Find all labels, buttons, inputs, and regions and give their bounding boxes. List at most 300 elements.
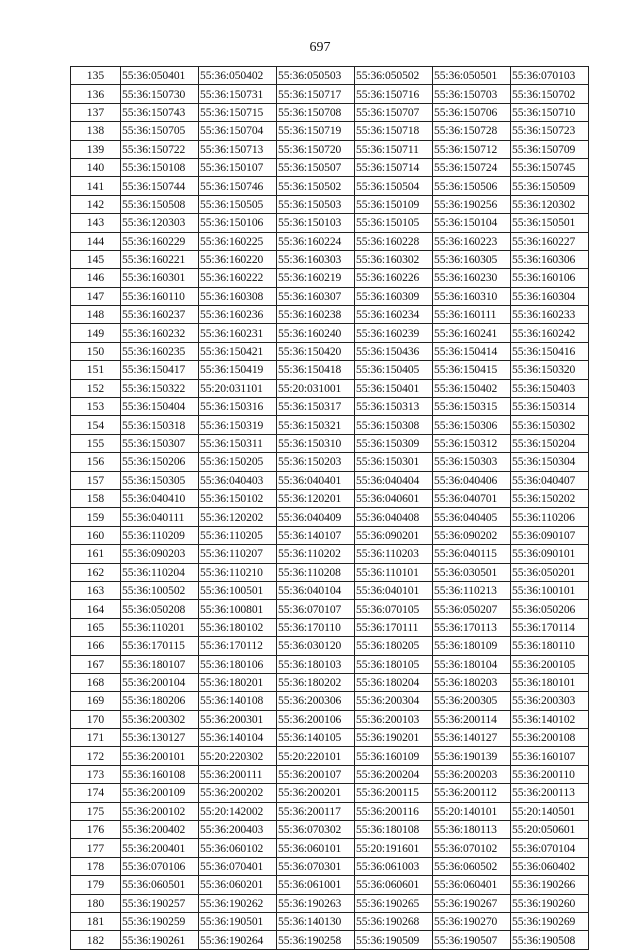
cadastral-number-cell: 55:36:070102	[433, 839, 511, 857]
cadastral-number-cell: 55:36:150724	[433, 158, 511, 176]
cadastral-number-cell: 55:36:160304	[511, 287, 589, 305]
table-row	[71, 471, 589, 489]
cadastral-number-cell: 55:36:150104	[433, 214, 511, 232]
cadastral-number-cell: 55:36:190268	[355, 912, 433, 930]
table-row	[71, 103, 589, 121]
cadastral-number-cell: 55:36:150722	[121, 140, 199, 158]
cadastral-number-cell: 55:20:031101	[199, 379, 277, 397]
cadastral-number-cell: 55:36:150416	[511, 342, 589, 360]
table-row	[71, 398, 589, 416]
cadastral-number-cell: 55:36:040601	[355, 489, 433, 507]
cadastral-number-cell: 55:36:150202	[511, 489, 589, 507]
row-number-cell: 142	[71, 195, 121, 213]
cadastral-number-cell: 55:36:150405	[355, 361, 433, 379]
cadastral-number-cell: 55:36:150418	[277, 361, 355, 379]
cadastral-number-cell: 55:36:150419	[199, 361, 277, 379]
cadastral-number-cell: 55:36:160231	[199, 324, 277, 342]
cadastral-number-cell: 55:36:150718	[355, 122, 433, 140]
cadastral-number-cell: 55:36:190263	[277, 894, 355, 912]
cadastral-number-cell: 55:36:060101	[277, 839, 355, 857]
cadastral-number-cell: 55:36:150503	[277, 195, 355, 213]
cadastral-number-cell: 55:36:190507	[433, 931, 511, 949]
cadastral-number-cell: 55:36:150706	[433, 103, 511, 121]
cadastral-number-cell: 55:36:160110	[121, 287, 199, 305]
table-row	[71, 729, 589, 747]
cadastral-number-cell: 55:36:150502	[277, 177, 355, 195]
cadastral-number-cell: 55:36:150313	[355, 398, 433, 416]
cadastral-number-cell: 55:36:070301	[277, 857, 355, 875]
cadastral-number-cell: 55:36:050503	[277, 67, 355, 85]
cadastral-number-cell: 55:36:160222	[199, 269, 277, 287]
cadastral-number-cell: 55:36:160111	[433, 306, 511, 324]
table-row	[71, 637, 589, 655]
cadastral-number-cell: 55:36:180206	[121, 692, 199, 710]
cadastral-number-cell: 55:36:150720	[277, 140, 355, 158]
cadastral-number-cell: 55:36:150507	[277, 158, 355, 176]
row-number-cell: 141	[71, 177, 121, 195]
cadastral-number-cell: 55:36:170110	[277, 618, 355, 636]
cadastral-number-cell: 55:36:150401	[355, 379, 433, 397]
cadastral-number-cell: 55:36:150717	[277, 85, 355, 103]
cadastral-number-cell: 55:36:150708	[277, 103, 355, 121]
cadastral-number-cell: 55:36:150421	[199, 342, 277, 360]
cadastral-number-cell: 55:36:100502	[121, 581, 199, 599]
cadastral-number-cell: 55:36:150723	[511, 122, 589, 140]
cadastral-number-cell: 55:36:070106	[121, 857, 199, 875]
cadastral-number-cell: 55:36:170114	[511, 618, 589, 636]
table-row	[71, 673, 589, 691]
cadastral-number-cell: 55:36:110206	[511, 508, 589, 526]
cadastral-number-cell: 55:36:060102	[199, 839, 277, 857]
cadastral-number-cell: 55:36:150730	[121, 85, 199, 103]
cadastral-number-cell: 55:36:150714	[355, 158, 433, 176]
cadastral-number-cell: 55:36:170112	[199, 637, 277, 655]
cadastral-number-cell: 55:36:200204	[355, 765, 433, 783]
cadastral-number-cell: 55:36:190258	[277, 931, 355, 949]
row-number-cell: 149	[71, 324, 121, 342]
cadastral-number-cell: 55:36:160107	[511, 747, 589, 765]
cadastral-number-cell: 55:36:150506	[433, 177, 511, 195]
cadastral-number-cell: 55:36:150716	[355, 85, 433, 103]
cadastral-number-cell: 55:36:190259	[121, 912, 199, 930]
cadastral-number-cell: 55:36:150501	[511, 214, 589, 232]
cadastral-number-cell: 55:36:110210	[199, 563, 277, 581]
table-row	[71, 581, 589, 599]
table-row	[71, 361, 589, 379]
row-number-cell: 138	[71, 122, 121, 140]
cadastral-number-cell: 55:36:170115	[121, 637, 199, 655]
cadastral-number-cell: 55:36:040401	[277, 471, 355, 489]
cadastral-number-cell: 55:36:180106	[199, 655, 277, 673]
cadastral-number-cell: 55:36:160306	[511, 250, 589, 268]
cadastral-number-cell: 55:36:090101	[511, 545, 589, 563]
row-number-cell: 177	[71, 839, 121, 857]
cadastral-number-cell: 55:36:110202	[277, 545, 355, 563]
cadastral-number-cell: 55:36:180204	[355, 673, 433, 691]
cadastral-number-cell: 55:36:040111	[121, 508, 199, 526]
cadastral-number-cell: 55:36:110201	[121, 618, 199, 636]
row-number-cell: 155	[71, 434, 121, 452]
row-number-cell: 181	[71, 912, 121, 930]
row-number-cell: 153	[71, 398, 121, 416]
cadastral-number-cell: 55:36:200305	[433, 692, 511, 710]
cadastral-number-cell: 55:36:200112	[433, 784, 511, 802]
cadastral-number-cell: 55:36:160227	[511, 232, 589, 250]
cadastral-number-cell: 55:36:150317	[277, 398, 355, 416]
cadastral-number-cell: 55:36:150321	[277, 416, 355, 434]
cadastral-number-cell: 55:36:150305	[121, 471, 199, 489]
cadastral-number-cell: 55:36:160308	[199, 287, 277, 305]
table-row	[71, 489, 589, 507]
cadastral-number-cell: 55:36:050201	[511, 563, 589, 581]
cadastral-number-cell: 55:36:110213	[433, 581, 511, 599]
row-number-cell: 156	[71, 453, 121, 471]
cadastral-number-cell: 55:36:180108	[355, 821, 433, 839]
cadastral-number-cell: 55:36:200109	[121, 784, 199, 802]
cadastral-number-cell: 55:36:160109	[355, 747, 433, 765]
cadastral-number-cell: 55:36:110208	[277, 563, 355, 581]
cadastral-number-cell: 55:36:150315	[433, 398, 511, 416]
row-number-cell: 158	[71, 489, 121, 507]
row-number-cell: 164	[71, 600, 121, 618]
cadastral-number-cell: 55:36:150308	[355, 416, 433, 434]
cadastral-number-cell: 55:36:160232	[121, 324, 199, 342]
cadastral-number-cell: 55:36:050206	[511, 600, 589, 618]
cadastral-number-cell: 55:36:150744	[121, 177, 199, 195]
row-number-cell: 171	[71, 729, 121, 747]
row-number-cell: 143	[71, 214, 121, 232]
row-number-cell: 170	[71, 710, 121, 728]
cadastral-number-cell: 55:36:061003	[355, 857, 433, 875]
cadastral-number-cell: 55:36:150312	[433, 434, 511, 452]
cadastral-number-cell: 55:36:190266	[511, 876, 589, 894]
cadastral-number-cell: 55:36:140105	[277, 729, 355, 747]
cadastral-number-cell: 55:36:110205	[199, 526, 277, 544]
cadastral-number-cell: 55:36:190264	[199, 931, 277, 949]
cadastral-number-cell: 55:36:040115	[433, 545, 511, 563]
cadastral-number-cell: 55:36:150746	[199, 177, 277, 195]
cadastral-number-cell: 55:36:200403	[199, 821, 277, 839]
cadastral-number-cell: 55:36:150106	[199, 214, 277, 232]
cadastral-number-cell: 55:36:180203	[433, 673, 511, 691]
table-row	[71, 67, 589, 85]
cadastral-number-cell: 55:36:100101	[511, 581, 589, 599]
row-number-cell: 140	[71, 158, 121, 176]
cadastral-number-cell: 55:36:040410	[121, 489, 199, 507]
row-number-cell: 146	[71, 269, 121, 287]
table-row	[71, 269, 589, 287]
cadastral-number-cell: 55:36:090107	[511, 526, 589, 544]
row-number-cell: 169	[71, 692, 121, 710]
cadastral-number-cell: 55:36:150322	[121, 379, 199, 397]
cadastral-number-cell: 55:36:110209	[121, 526, 199, 544]
cadastral-number-cell: 55:36:050502	[355, 67, 433, 85]
cadastral-number-cell: 55:36:150713	[199, 140, 277, 158]
cadastral-number-cell: 55:36:190257	[121, 894, 199, 912]
cadastral-number-cell: 55:36:150711	[355, 140, 433, 158]
cadastral-number-cell: 55:36:180202	[277, 673, 355, 691]
cadastral-number-cell: 55:36:160309	[355, 287, 433, 305]
row-number-cell: 135	[71, 67, 121, 85]
row-number-cell: 137	[71, 103, 121, 121]
cadastral-number-cell: 55:36:160230	[433, 269, 511, 287]
cadastral-number-cell: 55:36:200101	[121, 747, 199, 765]
cadastral-number-cell: 55:36:100501	[199, 581, 277, 599]
row-number-cell: 168	[71, 673, 121, 691]
cadastral-number-cell: 55:36:180109	[433, 637, 511, 655]
cadastral-number-cell: 55:36:150109	[355, 195, 433, 213]
table-row	[71, 765, 589, 783]
cadastral-number-cell: 55:36:200117	[277, 802, 355, 820]
cadastral-number-cell: 55:36:200303	[511, 692, 589, 710]
cadastral-number-cell: 55:36:150731	[199, 85, 277, 103]
table-row	[71, 122, 589, 140]
cadastral-number-cell: 55:36:200116	[355, 802, 433, 820]
cadastral-number-cell: 55:36:060601	[355, 876, 433, 894]
table-row	[71, 876, 589, 894]
cadastral-number-cell: 55:36:140108	[199, 692, 277, 710]
cadastral-number-cell: 55:36:160234	[355, 306, 433, 324]
cadastral-number-cell: 55:36:090202	[433, 526, 511, 544]
cadastral-number-cell: 55:36:160233	[511, 306, 589, 324]
cadastral-number-cell: 55:36:150316	[199, 398, 277, 416]
cadastral-number-cell: 55:36:190509	[355, 931, 433, 949]
cadastral-number-cell: 55:36:160229	[121, 232, 199, 250]
cadastral-number-cell: 55:36:040701	[433, 489, 511, 507]
row-number-cell: 162	[71, 563, 121, 581]
cadastral-number-cell: 55:36:150103	[277, 214, 355, 232]
cadastral-number-cell: 55:36:150205	[199, 453, 277, 471]
row-number-cell: 147	[71, 287, 121, 305]
cadastral-number-cell: 55:36:060402	[511, 857, 589, 875]
table-row	[71, 306, 589, 324]
cadastral-number-cell: 55:36:150303	[433, 453, 511, 471]
cadastral-number-cell: 55:36:190260	[511, 894, 589, 912]
row-number-cell: 139	[71, 140, 121, 158]
cadastral-number-cell: 55:36:140107	[277, 526, 355, 544]
cadastral-number-cell: 55:36:190269	[511, 912, 589, 930]
cadastral-number-cell: 55:36:190256	[433, 195, 511, 213]
cadastral-number-cell: 55:36:200102	[121, 802, 199, 820]
cadastral-number-cell: 55:36:070107	[277, 600, 355, 618]
cadastral-number-cell: 55:36:120201	[277, 489, 355, 507]
cadastral-number-cell: 55:36:160106	[511, 269, 589, 287]
cadastral-number-cell: 55:36:150707	[355, 103, 433, 121]
row-number-cell: 152	[71, 379, 121, 397]
cadastral-number-cell: 55:36:200401	[121, 839, 199, 857]
cadastral-number-cell: 55:36:150107	[199, 158, 277, 176]
cadastral-number-cell: 55:36:180113	[433, 821, 511, 839]
cadastral-number-cell: 55:36:180105	[355, 655, 433, 673]
cadastral-number-cell: 55:36:180103	[277, 655, 355, 673]
cadastral-number-cell: 55:36:160108	[121, 765, 199, 783]
table-row	[71, 250, 589, 268]
cadastral-number-cell: 55:36:150314	[511, 398, 589, 416]
cadastral-number-cell: 55:36:150306	[433, 416, 511, 434]
cadastral-number-cell: 55:36:160240	[277, 324, 355, 342]
cadastral-number-cell: 55:36:200203	[433, 765, 511, 783]
cadastral-number-cell: 55:36:160302	[355, 250, 433, 268]
table-row	[71, 232, 589, 250]
cadastral-number-cell: 55:36:150311	[199, 434, 277, 452]
cadastral-number-cell: 55:36:070104	[511, 839, 589, 857]
table-row	[71, 802, 589, 820]
row-number-cell: 173	[71, 765, 121, 783]
row-number-cell: 161	[71, 545, 121, 563]
cadastral-number-cell: 55:36:190267	[433, 894, 511, 912]
row-number-cell: 145	[71, 250, 121, 268]
cadastral-number-cell: 55:36:160242	[511, 324, 589, 342]
cadastral-number-cell: 55:36:150102	[199, 489, 277, 507]
cadastral-number-cell: 55:36:030501	[433, 563, 511, 581]
row-number-cell: 160	[71, 526, 121, 544]
cadastral-number-cell: 55:36:180104	[433, 655, 511, 673]
cadastral-number-cell: 55:20:050601	[511, 821, 589, 839]
cadastral-number-cell: 55:36:200304	[355, 692, 433, 710]
table-row	[71, 600, 589, 618]
row-number-cell: 166	[71, 637, 121, 655]
cadastral-number-cell: 55:36:150320	[511, 361, 589, 379]
cadastral-number-cell: 55:36:150301	[355, 453, 433, 471]
cadastral-number-cell: 55:20:191601	[355, 839, 433, 857]
cadastral-number-cell: 55:20:031001	[277, 379, 355, 397]
cadastral-number-cell: 55:36:050501	[433, 67, 511, 85]
cadastral-number-cell: 55:36:150417	[121, 361, 199, 379]
cadastral-number-cell: 55:36:160239	[355, 324, 433, 342]
cadastral-number-cell: 55:36:200110	[511, 765, 589, 783]
table-row	[71, 545, 589, 563]
cadastral-number-cell: 55:36:060501	[121, 876, 199, 894]
cadastral-number-cell: 55:36:150703	[433, 85, 511, 103]
cadastral-number-cell: 55:36:190261	[121, 931, 199, 949]
cadastral-number-cell: 55:36:040101	[355, 581, 433, 599]
cadastral-number-cell: 55:36:070103	[511, 67, 589, 85]
cadastral-number-cell: 55:36:090201	[355, 526, 433, 544]
cadastral-number-cell: 55:36:150710	[511, 103, 589, 121]
cadastral-number-cell: 55:36:160301	[121, 269, 199, 287]
cadastral-number-cell: 55:36:050401	[121, 67, 199, 85]
table-row	[71, 324, 589, 342]
table-row	[71, 655, 589, 673]
table-body	[71, 67, 589, 950]
cadastral-number-cell: 55:36:070302	[277, 821, 355, 839]
cadastral-number-cell: 55:36:150309	[355, 434, 433, 452]
cadastral-number-cell: 55:36:150702	[511, 85, 589, 103]
cadastral-number-cell: 55:36:150508	[121, 195, 199, 213]
row-number-cell: 159	[71, 508, 121, 526]
cadastral-number-cell: 55:36:170113	[433, 618, 511, 636]
cadastral-number-cell: 55:36:190265	[355, 894, 433, 912]
cadastral-number-cell: 55:36:040405	[433, 508, 511, 526]
table-row	[71, 85, 589, 103]
row-number-cell: 148	[71, 306, 121, 324]
cadastral-number-cell: 55:36:030120	[277, 637, 355, 655]
cadastral-number-cell: 55:36:150307	[121, 434, 199, 452]
row-number-cell: 154	[71, 416, 121, 434]
row-number-cell: 165	[71, 618, 121, 636]
cadastral-number-cell: 55:36:040104	[277, 581, 355, 599]
cadastral-number-cell: 55:36:150402	[433, 379, 511, 397]
cadastral-number-cell: 55:36:180201	[199, 673, 277, 691]
cadastral-number-cell: 55:36:040408	[355, 508, 433, 526]
cadastral-number-cell: 55:36:040404	[355, 471, 433, 489]
row-number-cell: 157	[71, 471, 121, 489]
cadastral-number-cell: 55:36:110203	[355, 545, 433, 563]
row-number-cell: 163	[71, 581, 121, 599]
row-number-cell: 144	[71, 232, 121, 250]
cadastral-number-cell: 55:36:200202	[199, 784, 277, 802]
cadastral-number-cell: 55:36:040409	[277, 508, 355, 526]
cadastral-number-cell: 55:36:160225	[199, 232, 277, 250]
cadastral-number-cell: 55:36:190262	[199, 894, 277, 912]
cadastral-number-cell: 55:36:160235	[121, 342, 199, 360]
cadastral-number-cell: 55:36:200402	[121, 821, 199, 839]
cadastral-number-cell: 55:36:200301	[199, 710, 277, 728]
table-row	[71, 839, 589, 857]
cadastral-number-cell: 55:20:142002	[199, 802, 277, 820]
cadastral-number-cell: 55:36:070105	[355, 600, 433, 618]
cadastral-number-cell: 55:36:160303	[277, 250, 355, 268]
cadastral-number-cell: 55:36:140104	[199, 729, 277, 747]
cadastral-number-cell: 55:36:180110	[511, 637, 589, 655]
cadastral-number-cell: 55:36:150420	[277, 342, 355, 360]
cadastral-number-cell: 55:36:040406	[433, 471, 511, 489]
cadastral-number-cell: 55:36:060401	[433, 876, 511, 894]
cadastral-number-cell: 55:36:200111	[199, 765, 277, 783]
cadastral-number-cell: 55:20:220101	[277, 747, 355, 765]
cadastral-number-cell: 55:36:120303	[121, 214, 199, 232]
cadastral-number-cell: 55:36:190201	[355, 729, 433, 747]
cadastral-number-cell: 55:20:140101	[433, 802, 511, 820]
cadastral-number-cell: 55:36:160305	[433, 250, 511, 268]
cadastral-number-cell: 55:36:200108	[511, 729, 589, 747]
table-row	[71, 747, 589, 765]
cadastral-number-cell: 55:36:150505	[199, 195, 277, 213]
cadastral-number-cell: 55:36:160238	[277, 306, 355, 324]
cadastral-number-cell: 55:36:150302	[511, 416, 589, 434]
cadastral-number-cell: 55:36:150318	[121, 416, 199, 434]
cadastral-number-cell: 55:36:100801	[199, 600, 277, 618]
cadastral-number-cell: 55:36:150436	[355, 342, 433, 360]
cadastral-number-cell: 55:36:150403	[511, 379, 589, 397]
cadastral-number-cell: 55:36:150415	[433, 361, 511, 379]
cadastral-number-cell: 55:36:120202	[199, 508, 277, 526]
cadastral-number-cell: 55:36:140130	[277, 912, 355, 930]
cadastral-number-cell: 55:36:150319	[199, 416, 277, 434]
cadastral-number-cell: 55:36:160221	[121, 250, 199, 268]
cadastral-number-cell: 55:36:110207	[199, 545, 277, 563]
cadastral-number-cell: 55:36:050207	[433, 600, 511, 618]
cadastral-number-cell: 55:36:110101	[355, 563, 433, 581]
table-row	[71, 214, 589, 232]
row-number-cell: 179	[71, 876, 121, 894]
row-number-cell: 167	[71, 655, 121, 673]
cadastral-number-cell: 55:36:200113	[511, 784, 589, 802]
cadastral-number-cell: 55:36:150203	[277, 453, 355, 471]
cadastral-number-cell: 55:36:190508	[511, 931, 589, 949]
page-number: 697	[309, 40, 331, 55]
cadastral-number-cell: 55:36:200306	[277, 692, 355, 710]
table-row	[71, 379, 589, 397]
cadastral-number-cell: 55:36:200115	[355, 784, 433, 802]
cadastral-number-cell: 55:36:200107	[277, 765, 355, 783]
cadastral-number-cell: 55:36:060201	[199, 876, 277, 894]
cadastral-number-cell: 55:36:150108	[121, 158, 199, 176]
cadastral-number-cell: 55:36:160219	[277, 269, 355, 287]
row-number-cell: 182	[71, 931, 121, 949]
cadastral-number-cell: 55:36:150414	[433, 342, 511, 360]
cadastral-number-cell: 55:20:140501	[511, 802, 589, 820]
